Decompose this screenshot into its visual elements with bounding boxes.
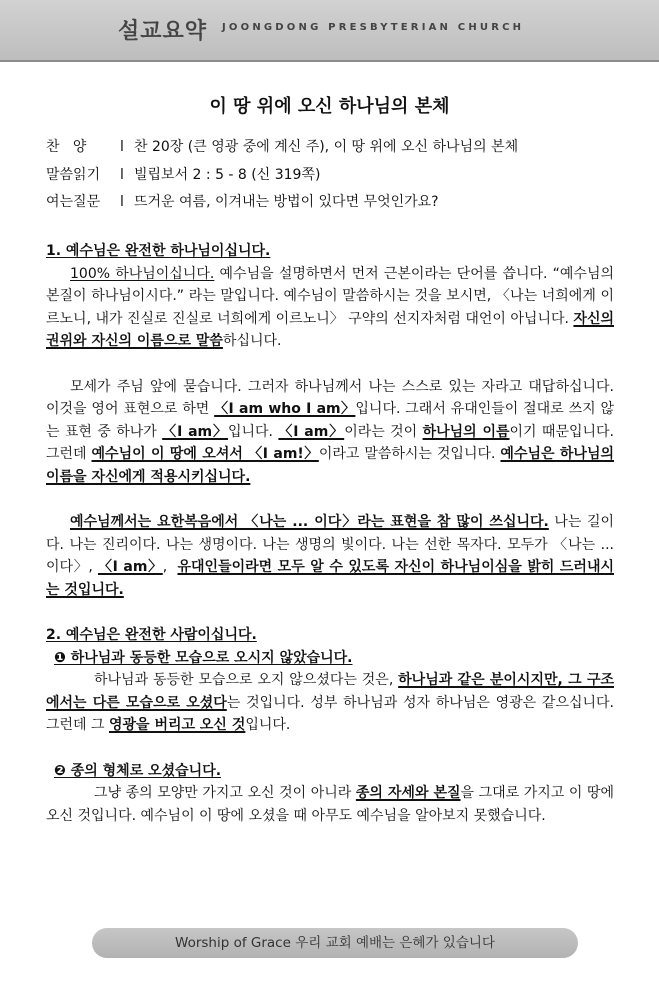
- section-1-paragraph-3: [46, 511, 614, 601]
- emphasis-phrase: 예수님이 이 땅에 오셔서 〈I am!〉: [91, 446, 319, 463]
- emphasis-phrase: 자신의 권위와 자신의 이름으로 말씀: [46, 310, 614, 350]
- sermon-body: [46, 240, 614, 827]
- info-row-hymn: [46, 136, 518, 156]
- body-text: 는 것입니다. 성부 하나님과 성자 하나님은 영광은 같으십니다. 그런데 그: [46, 694, 614, 734]
- section-2-subheading-1: ❶ 하나님과 동등한 모습으로 오시지 않았습니다.: [54, 649, 353, 666]
- underlined-phrase: 100% 하나님이십니다.: [70, 265, 215, 282]
- body-text: 이기 때문입니다. 그런데: [46, 423, 615, 463]
- section-1-paragraph-2: [46, 376, 614, 489]
- emphasis-phrase: 〈I am〉: [97, 559, 163, 576]
- emphasis-phrase: 〈I am〉: [162, 423, 228, 440]
- emphasis-phrase: 예수님은 하나님의 이름을 자신에게 적용시키십니다.: [46, 446, 614, 485]
- section-1-heading: 1. 예수님은 완전한 하나님이십니다.: [46, 243, 271, 259]
- body-text: 하십니다.: [222, 333, 282, 350]
- body-text: 그냥 종의 모양만 가지고 오신 것이 아니라: [94, 785, 356, 802]
- info-row-scripture: [46, 164, 320, 184]
- body-text: 입니다.: [245, 717, 291, 734]
- emphasis-phrase: 〈I am〉: [278, 423, 345, 440]
- info-divider: l: [120, 139, 124, 155]
- header-church-name: JOONGDONG PRESBYTERIAN CHURCH: [222, 22, 525, 33]
- emphasis-phrase: 하나님의 이름: [422, 423, 510, 440]
- info-value: 빌립보서 2 : 5 - 8 (신 319쪽): [134, 167, 321, 183]
- section-2-paragraph-2: [46, 782, 614, 827]
- info-label: 말씀읽기: [46, 167, 101, 183]
- emphasis-phrase: 예수님께서는 요한복음에서 〈나는 ... 이다〉라는 표현을 참 많이 쓰십니다.: [70, 514, 549, 531]
- info-value: 찬 20장 (큰 영광 중에 계신 주), 이 땅 위에 오신 하나님의 본체: [134, 139, 519, 155]
- emphasis-phrase: 영광을 버리고 오신 것: [109, 717, 246, 734]
- info-divider: l: [120, 194, 124, 210]
- emphasis-phrase: 〈I am who I am〉: [214, 401, 356, 418]
- info-divider: l: [120, 167, 124, 183]
- body-text: 입니다.: [227, 423, 279, 440]
- header-banner: [0, 0, 659, 62]
- info-value: 뜨거운 여름, 이겨내는 방법이 있다면 무엇인가요?: [134, 194, 439, 210]
- emphasis-phrase: 종의 자세와 본질: [355, 785, 461, 802]
- section-2-heading: 2. 예수님은 완전한 사람이십니다.: [46, 627, 257, 644]
- footer-banner: Worship of Grace 우리 교회 예배는 은혜가 있습니다: [92, 928, 578, 958]
- section-2-paragraph-1: [46, 669, 614, 737]
- body-text: 이라고 말씀하시는 것입니다.: [318, 446, 501, 463]
- body-text: 이라는 것이: [344, 423, 423, 440]
- info-row-opening-question: [46, 191, 439, 211]
- body-text: 나는 길이다. 나는 진리이다. 나는 생명이다. 나는 생명의 빛이다. 나는 선한 목자다. 모두가 〈나는 ... 이다〉,: [46, 514, 615, 576]
- info-label: 찬 양: [46, 139, 87, 155]
- sermon-title: 이 땅 위에 오신 하나님의 본체: [209, 96, 450, 117]
- emphasis-phrase: 유대인들이라면 모두 알 수 있도록 자신이 하나님이심을 밝히 드러내시는 것입니다.: [46, 559, 615, 598]
- section-2-subheading-2: ❷ 종의 형체로 오셨습니다.: [54, 762, 222, 779]
- body-text: ,: [162, 559, 178, 576]
- emphasis-phrase: 하나님과 같은 분이시지만, 그 구조에서는 다른 모습으로 오셨다: [46, 672, 614, 711]
- body-text: 모세가 주님 앞에 묻습니다. 그러자 하나님께서 나는 스스로 있는 자라고 대답하십니다. 이것을 영어 표현으로 하면: [46, 378, 614, 418]
- info-label: 여는질문: [46, 194, 101, 210]
- header-title-korean: 설교요약: [118, 19, 208, 44]
- body-text: 예수님을 설명하면서 먼저 근본이라는 단어를 씁니다. “예수님의 본질이 하나님이시다.” 라는 말입니다. 예수님이 말씀하시는 것을 보시면, 〈나는 너희에게 이르노니, 내가 진실로 진실로 너희에게 이르노니〉 구약의 선지자처럼 대언이 아닙니다.: [46, 265, 615, 327]
- section-1-paragraph-1: [46, 263, 614, 353]
- body-text: 을 그대로 가지고 이 땅에 오신 것입니다. 예수님이 이 땅에 오셨을 때 아무도 예수님을 알아보지 못했습니다.: [46, 785, 615, 824]
- body-text: 입니다. 그래서 유대인들이 절대로 쓰지 않는 표현 중 하나가: [46, 401, 614, 440]
- body-text: 하나님과 동등한 모습으로 오지 않으셨다는 것은,: [94, 672, 399, 689]
